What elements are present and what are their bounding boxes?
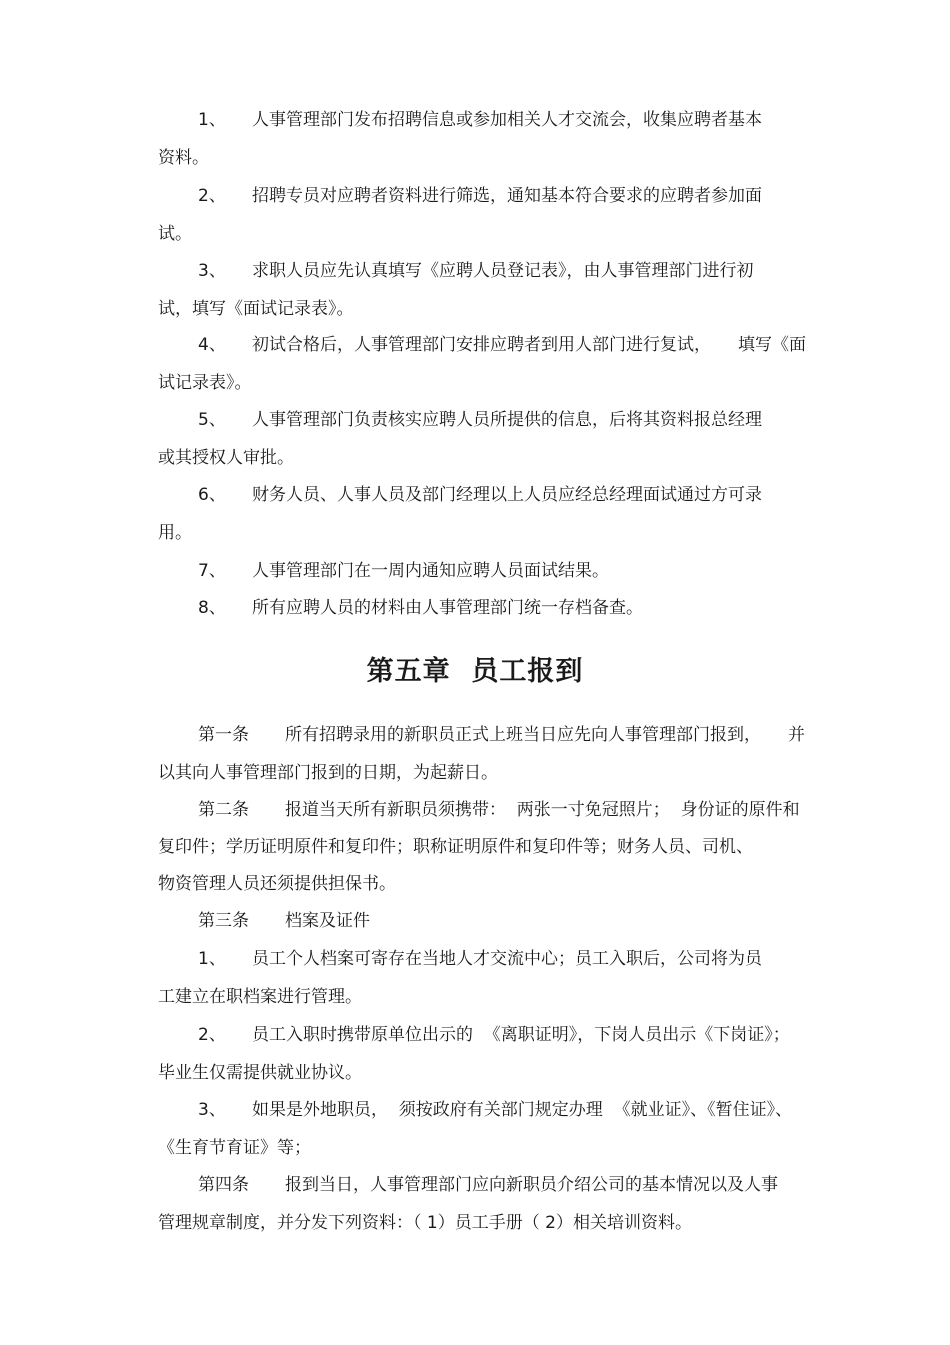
- article-text: 所有招聘录用的新职员正式上班当日应先向人事管理部门报到， 并: [285, 725, 806, 745]
- sub-item: [198, 1023, 790, 1047]
- article-text: 报道当天所有新职员须携带： 两张一寸免冠照片； 身份证的原件和: [285, 800, 800, 820]
- item-text: 初试合格后，人事管理部门安排应聘者到用人部门进行复试， 填写《面: [252, 335, 807, 355]
- list-item: [198, 408, 762, 432]
- item-continuation: 《生育节育证》等；: [158, 1138, 311, 1158]
- item-text: 人事管理部门发布招聘信息或参加相关人才交流会，收集应聘者基本: [252, 110, 762, 130]
- article-continuation: 以其向人事管理部门报到的日期，为起薪日。: [158, 763, 498, 783]
- list-item: [198, 259, 754, 283]
- article-2: [198, 798, 800, 822]
- list-item: [198, 483, 762, 507]
- item-continuation: 资料。: [158, 148, 209, 168]
- item-number: 3、: [198, 1100, 226, 1120]
- item-number: 6、: [198, 485, 226, 505]
- item-number: 2、: [198, 1025, 226, 1045]
- article-continuation: 复印件；学历证明原件和复印件；职称证明原件和复印件等；财务人员、司机、: [158, 837, 753, 857]
- article-label: 第一条: [198, 725, 249, 745]
- item-number: 3、: [198, 261, 226, 281]
- article-label: 第二条: [198, 800, 249, 820]
- item-continuation: 试。: [158, 224, 192, 244]
- chapter-title: 第五章 员工报到: [366, 656, 584, 687]
- article-text: 档案及证件: [285, 911, 370, 931]
- article-4: [198, 1173, 778, 1197]
- item-continuation: 或其授权人审批。: [158, 448, 294, 468]
- item-number: 4、: [198, 335, 226, 355]
- item-text: 所有应聘人员的材料由人事管理部门统一存档备查。: [252, 598, 643, 618]
- item-number: 7、: [198, 561, 226, 581]
- article-1: [198, 723, 805, 747]
- item-text: 如果是外地职员， 须按政府有关部门规定办理 《就业证》、《暂住证》、: [252, 1100, 793, 1120]
- item-text: 求职人员应先认真填写《应聘人员登记表》，由人事管理部门进行初: [252, 261, 754, 281]
- article-continuation: 管理规章制度，并分发下列资料：（ 1）员工手册（ 2）相关培训资料。: [158, 1213, 692, 1233]
- list-item: [198, 596, 643, 620]
- article-3: [198, 909, 370, 933]
- item-text: 人事管理部门在一周内通知应聘人员面试结果。: [252, 561, 609, 581]
- item-number: 5、: [198, 410, 226, 430]
- item-continuation: 试，填写《面试记录表》。: [158, 299, 354, 319]
- list-item: [198, 108, 762, 132]
- item-number: 2、: [198, 186, 226, 206]
- article-label: 第三条: [198, 911, 249, 931]
- item-text: 财务人员、人事人员及部门经理以上人员应经总经理面试通过方可录: [252, 485, 762, 505]
- item-continuation: 工建立在职档案进行管理。: [158, 987, 362, 1007]
- article-label: 第四条: [198, 1175, 249, 1195]
- item-continuation: 用。: [158, 523, 192, 543]
- list-item: [198, 184, 762, 208]
- sub-item: [198, 947, 762, 971]
- item-text: 员工入职时携带原单位出示的 《离职证明》，下岗人员出示《下岗证》；: [252, 1025, 790, 1045]
- item-number: 1、: [198, 110, 226, 130]
- list-item: [198, 333, 806, 357]
- item-continuation: 试记录表》。: [158, 373, 252, 393]
- list-item: [198, 559, 609, 583]
- item-text: 人事管理部门负责核实应聘人员所提供的信息，后将其资料报总经理: [252, 410, 762, 430]
- item-text: 员工个人档案可寄存在当地人才交流中心；员工入职后，公司将为员: [252, 949, 762, 969]
- item-number: 1、: [198, 949, 226, 969]
- article-text: 报到当日，人事管理部门应向新职员介绍公司的基本情况以及人事: [285, 1175, 778, 1195]
- sub-item: [198, 1098, 792, 1122]
- item-text: 招聘专员对应聘者资料进行筛选，通知基本符合要求的应聘者参加面: [252, 186, 762, 206]
- item-continuation: 毕业生仅需提供就业协议。: [158, 1063, 362, 1083]
- article-continuation: 物资管理人员还须提供担保书。: [158, 874, 396, 894]
- item-number: 8、: [198, 598, 226, 618]
